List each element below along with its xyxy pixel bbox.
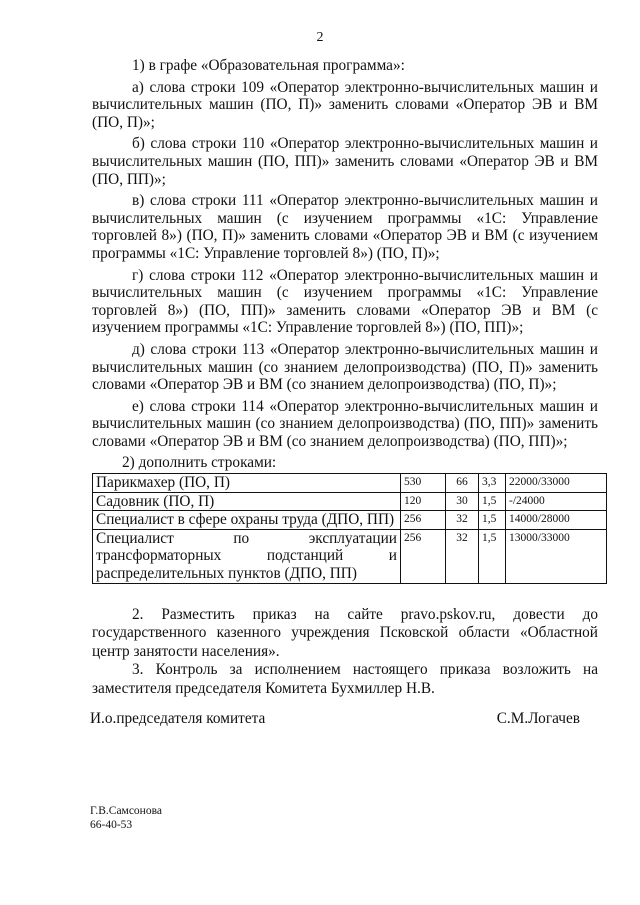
- table-cell: 256: [401, 529, 446, 583]
- intro-paragraph: 1) в графе «Образовательная программа»:: [132, 57, 405, 74]
- table-cell: 13000/33000: [506, 529, 607, 583]
- paragraph-2: 2. Разместить приказ на сайте pravo.pskov.ru, довести до государственного казенного учреждения Псковской области «Областной центр занятости населения».: [92, 605, 598, 660]
- executor-block: [90, 804, 162, 832]
- table-cell: Специалист в сфере охраны труда (ДПО, ПП): [93, 511, 401, 530]
- item-b: б) слова строки 110 «Оператор электронно-вычислительных машин и вычислительных машин (ПО, ПП)» заменить словами «Оператор ЭВ и ВМ (ПО, ПП)»;: [92, 135, 598, 188]
- table-cell: Специалист по эксплуатации трансформаторных подстанций и распределительных пунктов (ДПО, ПП): [93, 529, 401, 583]
- signatory-position: И.о.председателя комитета: [90, 710, 266, 727]
- table-cell: 32: [446, 529, 479, 583]
- executor-phone: 66-40-53: [90, 819, 133, 831]
- table-row: [93, 474, 607, 493]
- item-e: е) слова строки 114 «Оператор электронно-вычислительных машин и вычислительных машин (со знанием делопроизводства) (ПО, ПП)» заменить словами «Оператор ЭВ и ВМ (со знанием делопроизводства) (ПО, ПП)»;: [92, 397, 598, 450]
- supplement-table: [92, 473, 607, 584]
- table-cell: 22000/33000: [506, 474, 607, 493]
- document-body: [92, 57, 598, 698]
- table-row: [93, 511, 607, 530]
- table-cell: 3,3: [479, 474, 506, 493]
- item-v: в) слова строки 111 «Оператор электронно-вычислительных машин и вычислительных машин (с изучением программы «1С: Управление торговлей 8») (ПО, П)» заменить словами «Оператор ЭВ и ВМ (с изучением программы «1С: Управление торговлей 8») (ПО, П)»;: [92, 192, 598, 262]
- item-d: д) слова строки 113 «Оператор электронно-вычислительных машин и вычислительных машин (со знанием делопроизводства) (ПО, П)» заменить словами «Оператор ЭВ и ВМ (со знанием делопроизводства) (ПО, П)»;: [92, 340, 598, 394]
- table-cell: -/24000: [506, 492, 607, 511]
- table-cell: 1,5: [479, 492, 506, 511]
- table-cell: 66: [446, 474, 479, 493]
- table-cell: 530: [401, 474, 446, 493]
- item-g: г) слова строки 112 «Оператор электронно-вычислительных машин и вычислительных машин (с изучением программы «1С: Управление торговлей 8») (ПО, ПП)» заменить словами «Оператор ЭВ и ВМ (с изучением программы «1С: Управление торговлей 8») (ПО, ПП)»;: [92, 266, 598, 337]
- table-cell: 1,5: [479, 511, 506, 530]
- item-a: а) слова строки 109 «Оператор электронно-вычислительных машин и вычислительных машин (ПО, П)» заменить словами «Оператор ЭВ и ВМ (ПО, П)»;: [92, 78, 598, 131]
- table-cell: Садовник (ПО, П): [93, 492, 401, 511]
- table-cell: 30: [446, 492, 479, 511]
- table-row: [93, 492, 607, 511]
- signatory-name: С.М.Логачев: [496, 710, 580, 727]
- table-cell: Парикмахер (ПО, П): [93, 474, 401, 493]
- table-cell: 120: [401, 492, 446, 511]
- page-number: 2: [316, 30, 324, 45]
- table-cell: 32: [446, 511, 479, 530]
- table-row: [93, 529, 607, 583]
- executor-name: Г.В.Самсонова: [90, 805, 162, 817]
- spacer: [92, 584, 598, 606]
- table-cell: 1,5: [479, 529, 506, 583]
- table-cell: 14000/28000: [506, 511, 607, 530]
- supplement-intro: 2) дополнить строками:: [122, 454, 277, 472]
- table-cell: 256: [401, 511, 446, 530]
- paragraph-3: 3. Контроль за исполнением настоящего приказа возложить на заместителя председателя Комитета Бухмиллер Н.В.: [92, 661, 598, 697]
